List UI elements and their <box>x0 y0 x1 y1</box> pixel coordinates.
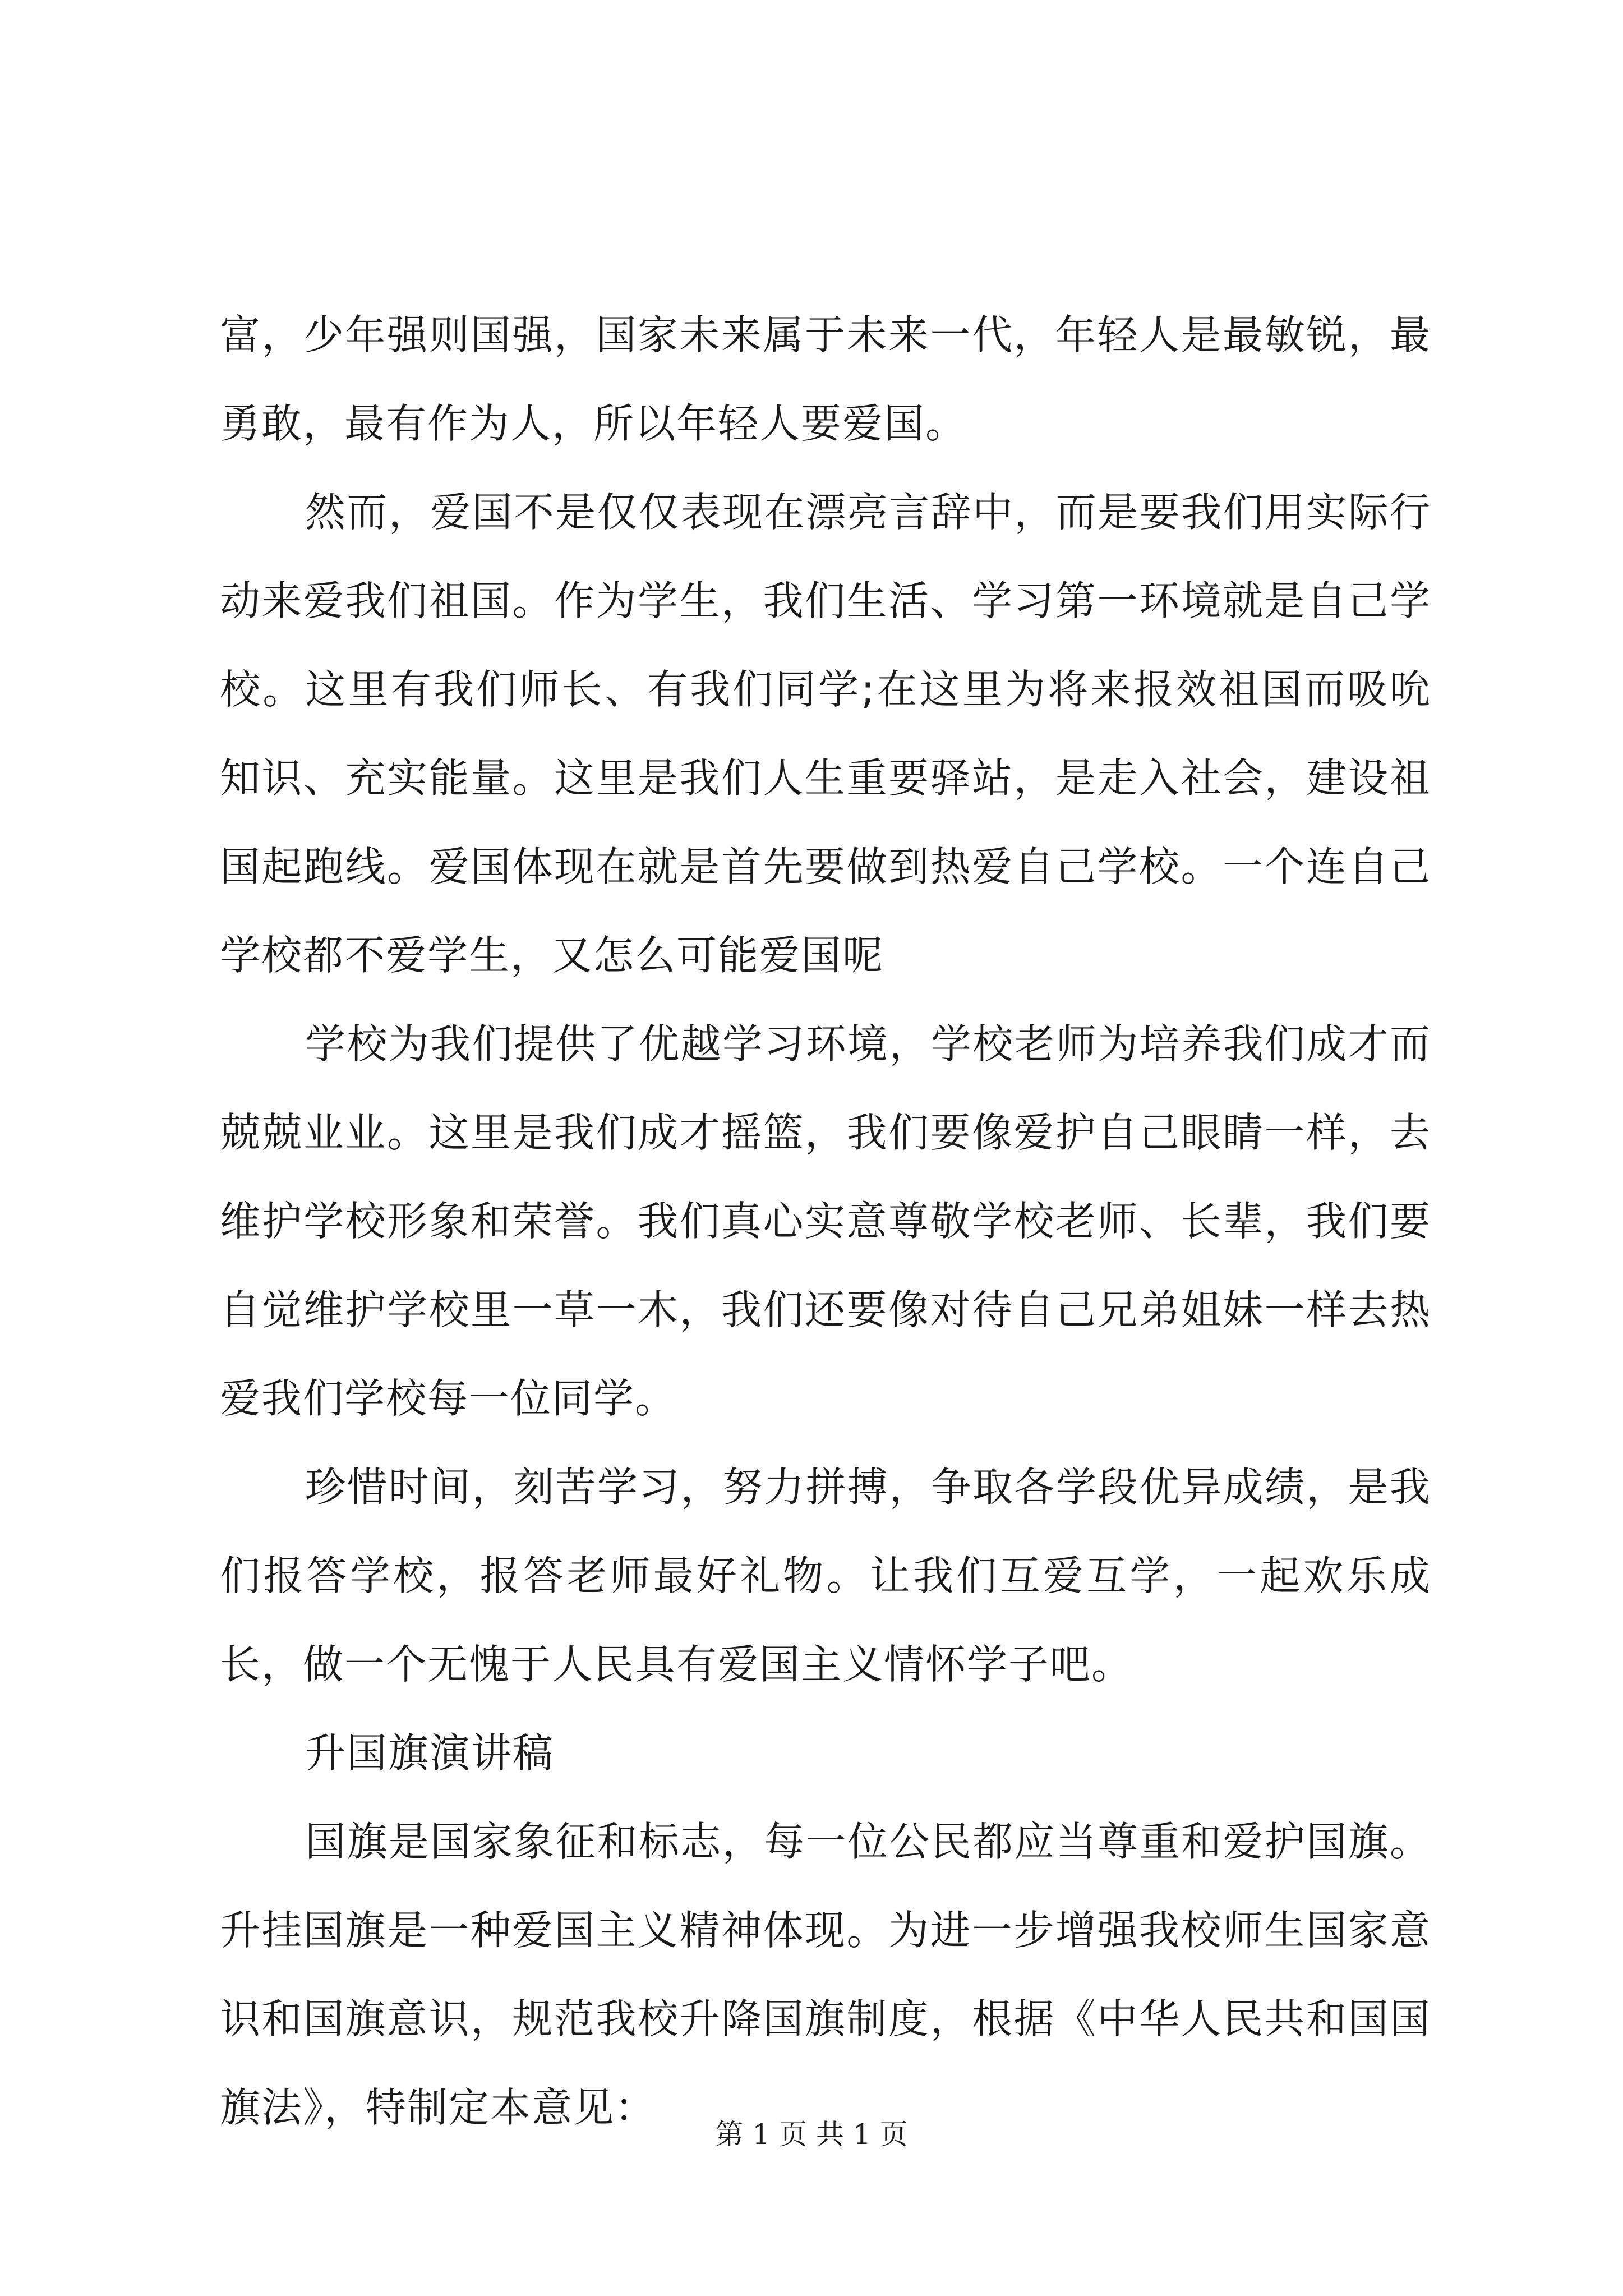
paragraph-continuation: 富，少年强则国强，国家未来属于未来一代，年轻人是最敏锐，最勇敢，最有作为人，所以年轻人要爱国。 <box>220 311 1431 447</box>
paragraph-school-environment: 学校为我们提供了优越学习环境，学校老师为培养我们成才而兢兢业业。这里是我们成才摇篮，我们要像爱护自己眼睛一样，去维护学校形象和荣誉。我们真心实意尊敬学校老师、长辈，我们要自觉维护学校里一草一木，我们还要像对待自己兄弟姐妹一样去热爱我们学校每一位同学。 <box>220 1020 1431 1422</box>
section-heading: 升国旗演讲稿 <box>305 1729 555 1777</box>
paragraph-national-flag: 国旗是国家象征和标志，每一位公民都应当尊重和爱护国旗。升挂国旗是一种爱国主义精神体现。为进一步增强我校师生国家意识和国旗意识，规范我校升降国旗制度，根据《中华人民共和国国旗法》，特制定本意见： <box>220 1818 1431 2131</box>
page-footer: 第 1 页 共 1 页 <box>715 2118 908 2151</box>
document-body <box>220 291 1431 2152</box>
paragraph-cherish-time: 珍惜时间，刻苦学习，努力拼搏，争取各学段优异成绩，是我们报答学校，报答老师最好礼物。让我们互爱互学，一起欢乐成长，做一个无愧于人民具有爱国主义情怀学子吧。 <box>220 1464 1431 1688</box>
paragraph-school-patriotism: 然而，爱国不是仅仅表现在漂亮言辞中，而是要我们用实际行动来爱我们祖国。作为学生，我们生活、学习第一环境就是自己学校。这里有我们师长、有我们同学;在这里为将来报效祖国而吸吮知识、充实能量。这里是我们人生重要驿站，是走入社会，建设祖国起跑线。爱国体现在就是首先要做到热爱自己学校。一个连自己学校都不爱学生，又怎么可能爱国呢 <box>220 489 1431 979</box>
